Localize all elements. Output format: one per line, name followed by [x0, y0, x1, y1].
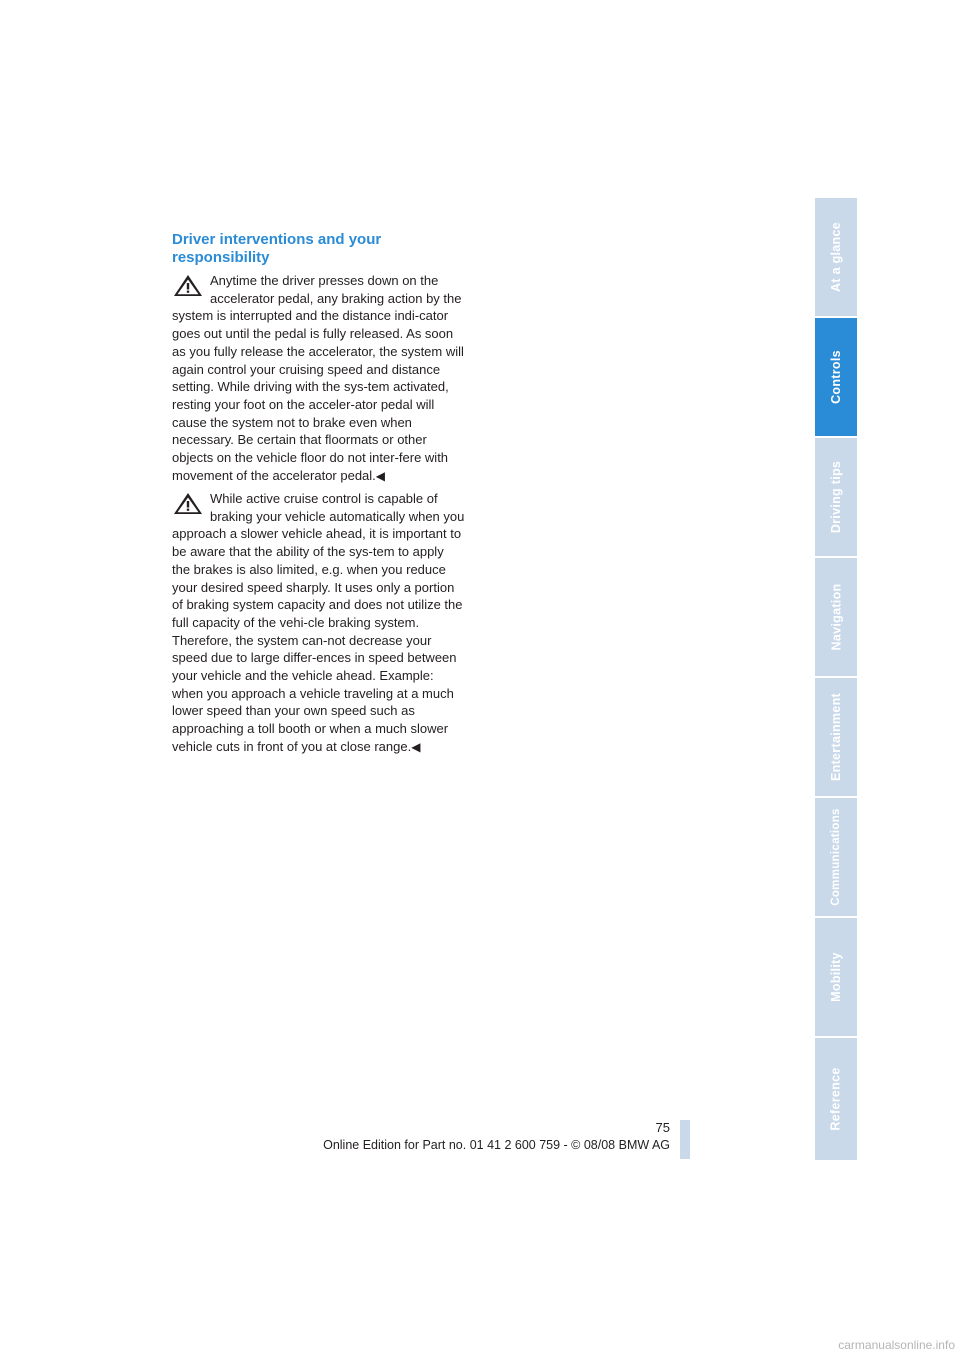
- tab-entertainment[interactable]: [815, 678, 857, 796]
- end-mark: ◀: [411, 739, 421, 754]
- edition-footer: Online Edition for Part no. 01 41 2 600 759 - © 08/08 BMW AG: [323, 1138, 670, 1152]
- tab-label: Controls: [829, 350, 844, 404]
- tab-label: Communications: [830, 808, 842, 906]
- tab-mobility[interactable]: [815, 918, 857, 1036]
- tab-label: Driving tips: [829, 460, 844, 534]
- tab-navigation[interactable]: [815, 558, 857, 676]
- section-heading: Driver interventions and your responsibility: [172, 231, 382, 266]
- warning-triangle-icon: [172, 491, 204, 517]
- warning-text: While active cruise control is capable of braking your vehicle automatically when you approach a slower vehicle ahead, it is important to be aware that the ability of the sys-tem to apply the brakes is also limited, e.g. when you reduce your desired speed sharply. It uses only a portion of braking system capacity and does not utilize the full capacity of the vehi-cle braking system. Therefore, the system can-not decrease your speed due to large differ-ences in speed between your vehicle and the vehicle ahead. Example: when you approach a vehicle traveling at a much lower speed than your own speed such as approaching a toll booth or when a much slower vehicle cuts in front of you at close range.: [172, 491, 465, 754]
- warning-triangle-icon: [172, 273, 204, 299]
- tab-reference[interactable]: [815, 1038, 857, 1160]
- tab-label: Mobility: [829, 952, 843, 1002]
- warning-text: Anytime the driver presses down on the accelerator pedal, any braking action by the system is interrupted and the distance indi-cator goes out until the pedal is fully released. As soon as you fully release the accelerator, the system will again control your cruising speed and distance setting. While driving with the sys-tem activated, resting your foot on the acceler-ator pedal will cause the system not to brake even when necessary. Be certain that floormats or other objects on the vehicle floor do not inter-fere with movement of the accelerator pedal.: [172, 273, 464, 483]
- tab-controls[interactable]: [815, 318, 857, 436]
- watermark: carmanualsonline.info: [838, 1338, 955, 1352]
- tab-label: Entertainment: [829, 693, 844, 781]
- warning-paragraph-accelerator: [172, 272, 465, 485]
- end-mark: ◀: [375, 468, 386, 483]
- chapter-tabs: [815, 198, 857, 1160]
- footer-accent-bar: [680, 1120, 690, 1159]
- tab-driving-tips[interactable]: [815, 438, 857, 556]
- warning-paragraph-braking: [172, 490, 465, 757]
- tab-label: Navigation: [829, 583, 843, 651]
- page-number: 75: [655, 1120, 670, 1135]
- tab-label: Reference: [829, 1067, 843, 1131]
- tab-communications[interactable]: [815, 798, 857, 916]
- tab-label: At a glance: [829, 222, 843, 292]
- tab-at-a-glance[interactable]: [815, 198, 857, 316]
